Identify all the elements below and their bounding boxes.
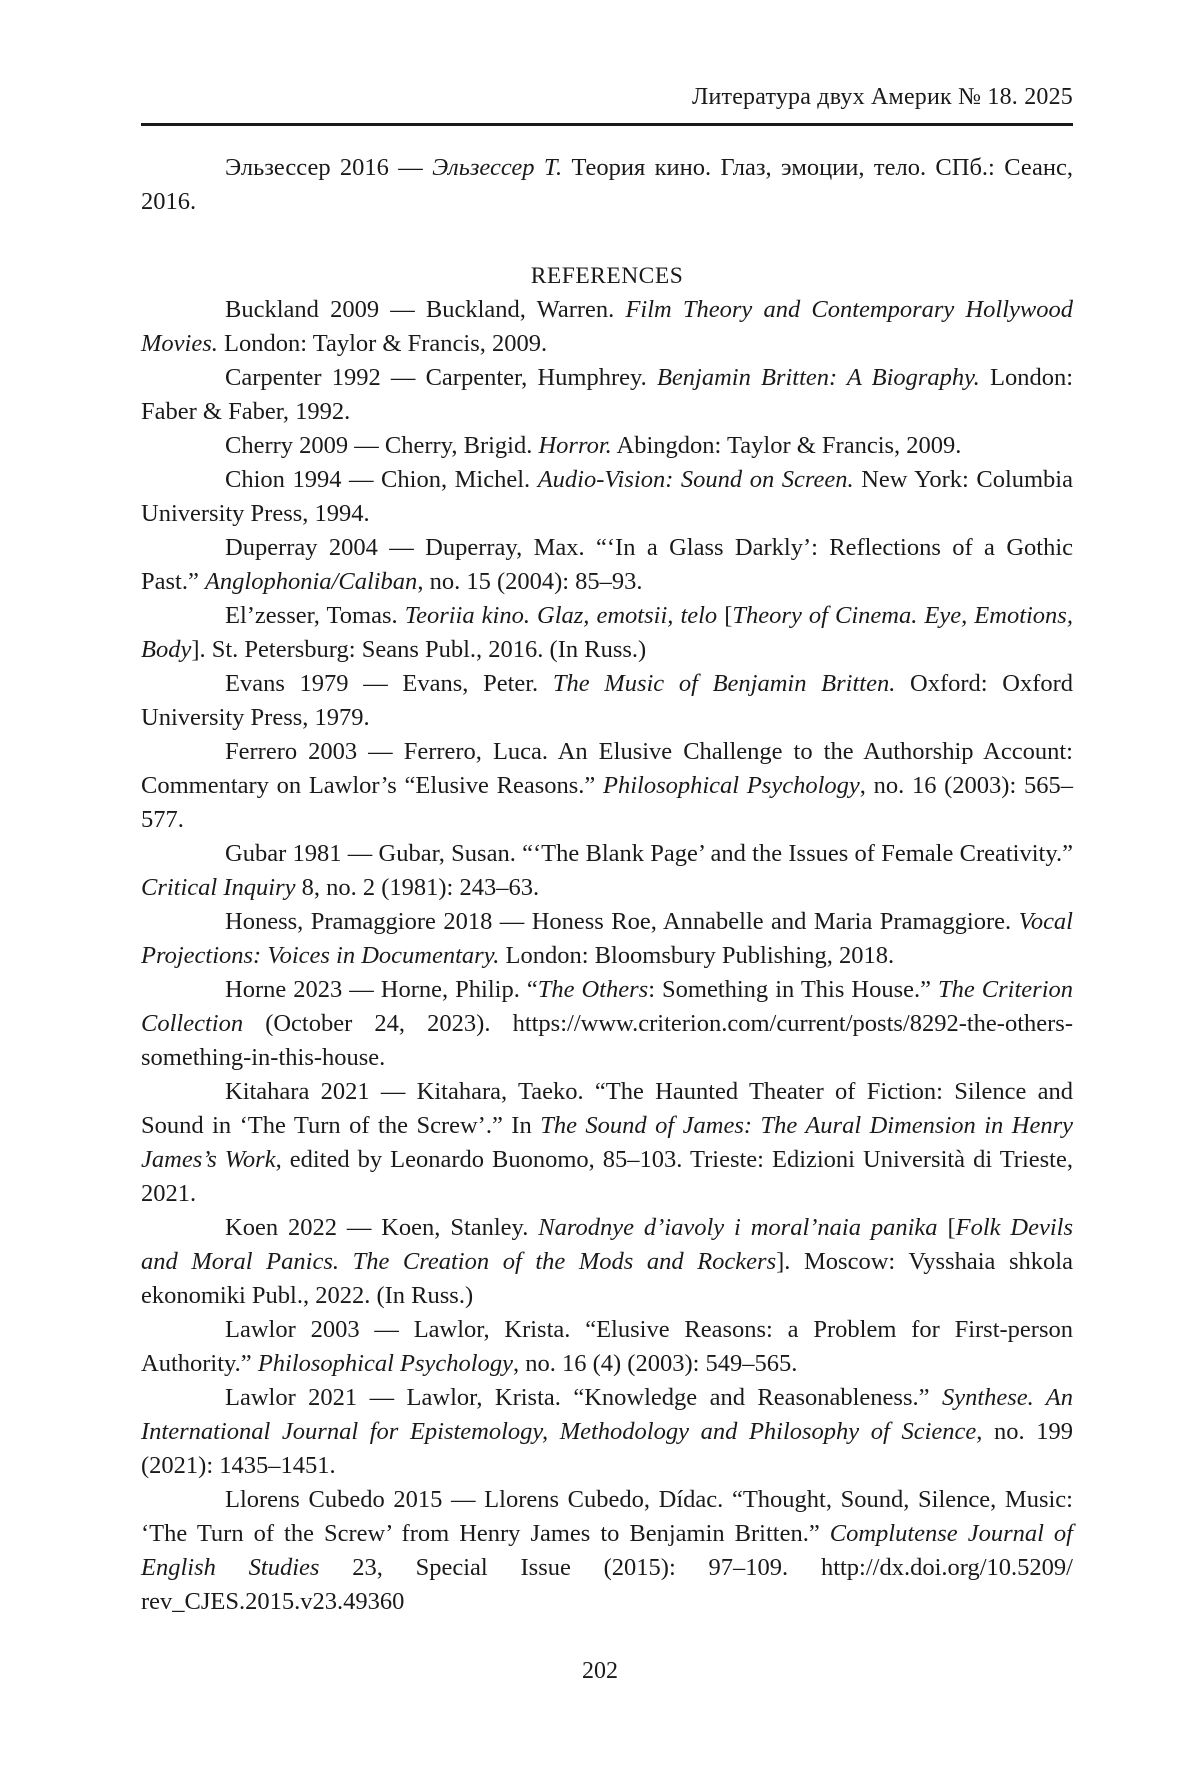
entry-text: , no. 15 (2004): 85–93.	[417, 568, 643, 595]
entry-title: Horror.	[538, 432, 612, 459]
entry-text: London: Taylor & Francis, 2009.	[217, 330, 548, 357]
entry-title: Philosophical Psychology	[603, 772, 860, 799]
entry-text: Horne 2023 — Horne, Philip. “	[225, 976, 538, 1003]
entry-text: London: Faber & Faber, 1992.	[141, 364, 1073, 425]
entry-text: 8, no. 2 (1981): 243–63.	[295, 874, 540, 901]
reference-entry	[141, 1483, 1073, 1619]
entry-title: Teoriia kino. Glaz, emotsii, telo	[404, 602, 718, 629]
reference-entry	[141, 429, 1073, 463]
entry-text: [	[717, 602, 733, 629]
entry-title: Critical Inquiry	[141, 874, 296, 901]
entry-rest: Теория кино. Глаз, эмоции, тело. СПб.: Сеанс, 2016.	[141, 154, 1073, 215]
entry-text: Llorens Cubedo 2015 — Llorens Cubedo, Dídac. “Thought, Sound, Silence, Music: ‘The Turn of the Screw’ from Henry James to Benjamin Britten.”	[141, 1486, 1073, 1547]
entry-title: Narodnye d’iavoly i moral’naia panika	[538, 1214, 938, 1241]
entry-text: ]. Moscow: Vysshaia shkola ekonomiki Publ., 2022. (In Russ.)	[141, 1248, 1073, 1309]
entry-text: Lawlor 2021 — Lawlor, Krista. “Knowledge and Reasonableness.”	[225, 1384, 942, 1411]
reference-entry	[141, 463, 1073, 531]
entry-title: The Criterion Collection	[141, 976, 1074, 1037]
entry-text: ]. St. Petersburg: Seans Publ., 2016. (In Russ.)	[191, 636, 647, 663]
entry-text: , no. 16 (2003): 565–577.	[141, 772, 1073, 833]
entry-text: Abingdon: Taylor & Francis, 2009.	[611, 432, 962, 459]
entry-text: New York: Columbia University Press, 1994.	[141, 466, 1073, 527]
page-body	[141, 151, 1073, 1619]
reference-entry	[141, 599, 1073, 667]
entry-text: Lawlor 2003 — Lawlor, Krista. “Elusive Reasons: a Problem for First-person Authority.”	[141, 1316, 1073, 1377]
entry-text: Ferrero 2003 — Ferrero, Luca. An Elusive Challenge to the Authorship Account: Commentary on Lawlor’s “Elusive Reasons.”	[141, 738, 1073, 799]
entry-title: Anglophonia/Caliban	[204, 568, 418, 595]
entry-title: Philosophical Psychology	[257, 1350, 513, 1377]
entry-lead: Эльзессер 2016 —	[225, 154, 433, 181]
entry-title: The Sound of James: The Aural Dimension in Henry James’s Work	[141, 1112, 1074, 1173]
references-heading: REFERENCES	[530, 263, 684, 289]
reference-entry	[141, 361, 1073, 429]
entry-title: Complutense Journal of English Studies	[141, 1520, 1073, 1581]
entry-title: Film Theory and Contemporary Hollywood Movies.	[141, 296, 1073, 357]
russian-reference-entry	[141, 151, 1073, 219]
entry-title: Synthese. An International Journal for Epistemology, Methodology and Philosophy of Science	[141, 1384, 1074, 1445]
entry-text: Duperray 2004 — Duperray, Max. “‘In a Glass Darkly’: Reflections of a Gothic Past.”	[141, 534, 1073, 595]
entry-text: 23, Special Issue (2015): 97–109. http://dx.doi.org/10.5209/​rev_CJES.2015.v23.49360	[141, 1554, 1073, 1615]
entry-author-italic: Эльзессер Т.	[432, 154, 563, 181]
entry-text: Gubar 1981 — Gubar, Susan. “‘The Blank Page’ and the Issues of Female Creativity.”	[225, 840, 1073, 867]
entry-title: Theory of Cinema. Eye, Emotions, Body	[141, 602, 1073, 663]
header-rule	[141, 123, 1073, 126]
reference-entry	[141, 735, 1073, 837]
entry-text: Cherry 2009 — Cherry, Brigid.	[225, 432, 539, 459]
entry-text: : Something in This House.”	[648, 976, 939, 1003]
entry-title: The Others	[537, 976, 649, 1003]
entry-text: El’zesser, Tomas.	[225, 602, 405, 629]
entry-text: Carpenter 1992 — Carpenter, Humphrey.	[225, 364, 657, 391]
entry-title: Audio-Vision: Sound on Screen.	[537, 466, 854, 493]
entry-text: Oxford: Oxford University Press, 1979.	[141, 670, 1074, 731]
reference-entry	[141, 293, 1073, 361]
reference-entry	[141, 667, 1073, 735]
entry-text: Koen 2022 — Koen, Stanley.	[225, 1214, 539, 1241]
entry-title: Folk Devils and Moral Panics. The Creation of the Mods and Rockers	[141, 1214, 1073, 1275]
entry-title: The Music of Benjamin Britten.	[552, 670, 896, 697]
reference-entry	[141, 1313, 1073, 1381]
entry-text: , no. 199 (2021): 1435–1451.	[141, 1418, 1074, 1479]
page-number: 202	[582, 1658, 618, 1684]
running-head: Литература двух Америк № 18. 2025	[691, 84, 1073, 110]
entry-text: Buckland 2009 — Buckland, Warren.	[225, 296, 626, 323]
reference-entry	[141, 1211, 1073, 1313]
entry-text: , edited by Leonardo Buonomo, 85–103. Trieste: Edizioni Università di Trieste, 2021.	[141, 1146, 1073, 1207]
entry-text: Kitahara 2021 — Kitahara, Taeko. “The Haunted Theater of Fiction: Silence and Sound in ‘The Turn of the Screw’.” In	[141, 1078, 1073, 1139]
entry-text: London: Bloomsbury Publishing, 2018.	[499, 942, 895, 969]
entry-text: Honess, Pramaggiore 2018 — Honess Roe, Annabelle and Maria Pramaggiore.	[225, 908, 1019, 935]
reference-entry	[141, 531, 1073, 599]
entry-title: Vocal Projections: Voices in Documentary.	[141, 908, 1073, 969]
entry-text: (October 24, 2023). https://www.criterion.com/current/​posts/8292-the-others-something-in-this-house.	[141, 1010, 1073, 1071]
entry-text: , no. 16 (4) (2003): 549–565.	[512, 1350, 798, 1377]
entry-text: [	[937, 1214, 956, 1241]
entry-text: Chion 1994 — Chion, Michel.	[225, 466, 538, 493]
entry-title: Benjamin Britten: A Biography.	[656, 364, 980, 391]
reference-entry	[141, 905, 1073, 973]
reference-entry	[141, 837, 1073, 905]
reference-entry	[141, 1381, 1073, 1483]
reference-entry	[141, 1075, 1073, 1211]
reference-entry	[141, 973, 1073, 1075]
entry-text: Evans 1979 — Evans, Peter.	[225, 670, 553, 697]
